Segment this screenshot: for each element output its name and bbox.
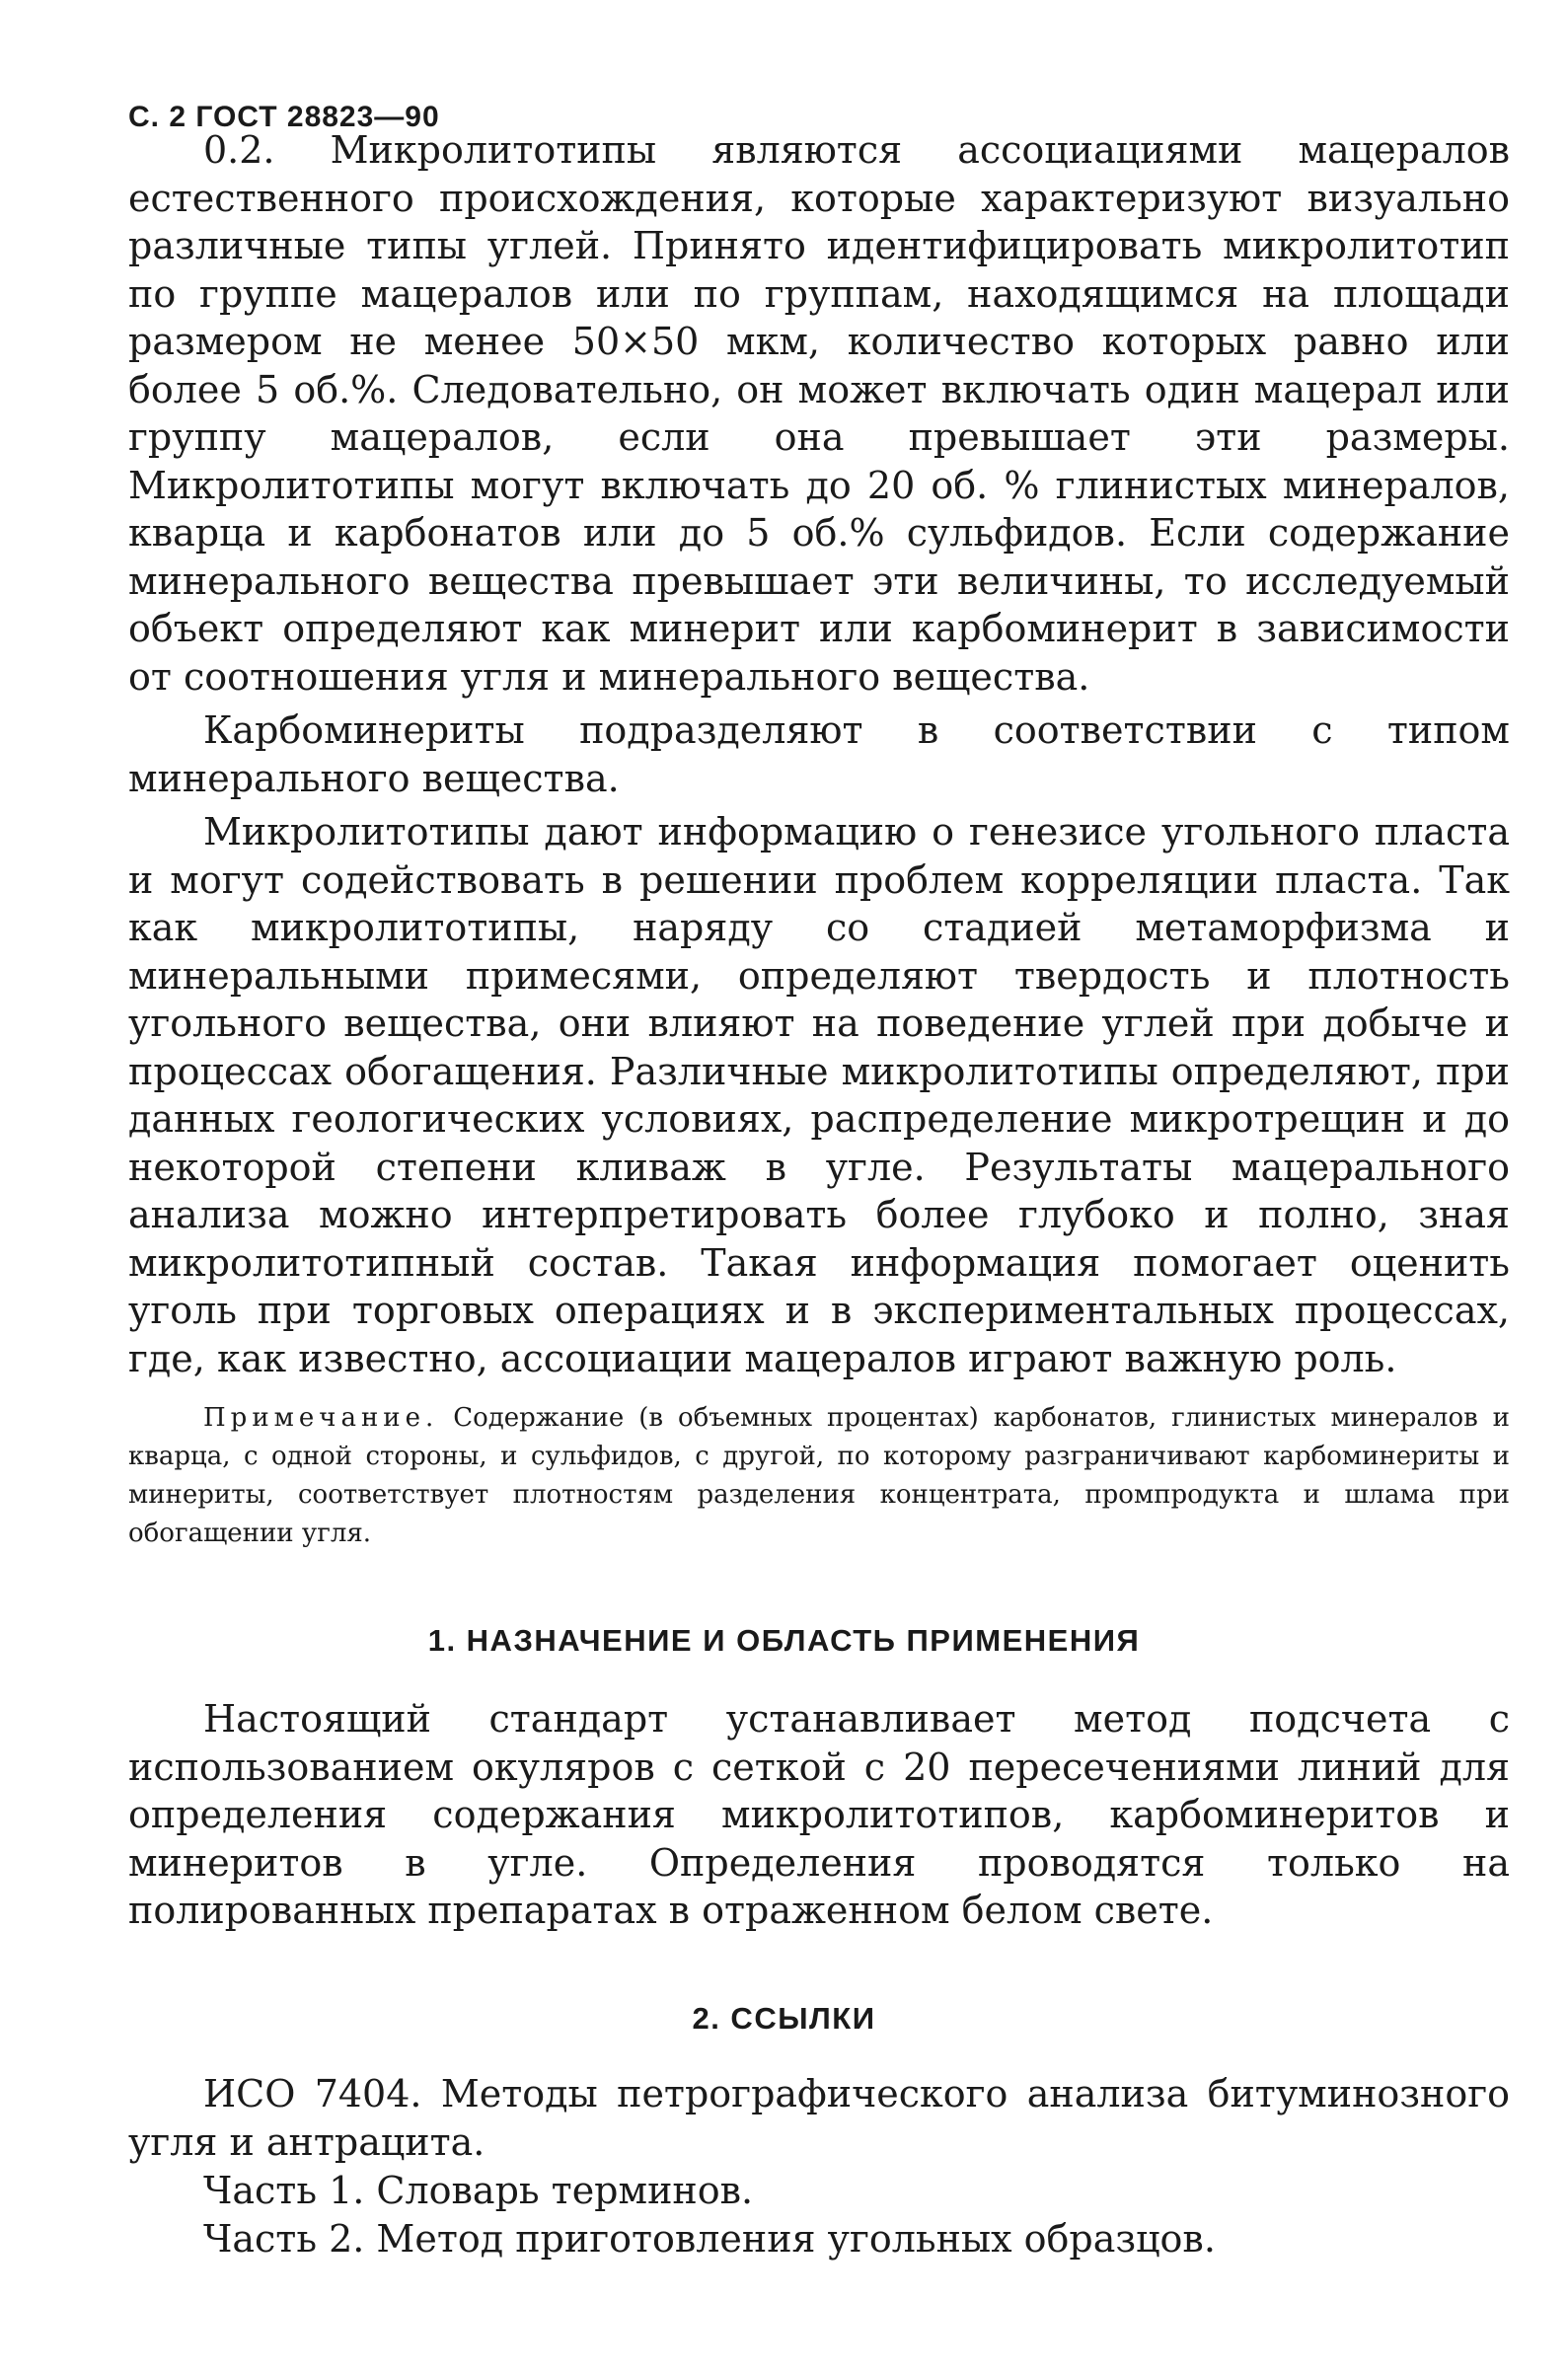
intro-text [128,126,1510,1382]
reference-part-1: Часть 1. Словарь терминов. [203,2169,754,2212]
note-text: Содержание (в объемных процентах) карбонатов, глинистых минералов и кварца, с одной стороны, и сульфидов, с другой, по которому разграничивают карбоминериты и минериты, соответствует плотностям разделения концентрата, промпродукта и шлама при обогащении угля. [128,1403,1511,1548]
page-header: С. 2 ГОСТ 28823—90 [128,101,440,133]
scope-paragraph: Настоящий стандарт устанавливает метод подсчета с использованием окуляров с сеткой с 20 пересечениями линий для определения содержания микролитотипов, карбоминеритов и минеритов в угле. Определения проводятся только на полированных препаратах в отраженном белом свете. [128,1697,1510,1932]
paragraph-carbominerites: Карбоминериты подразделяют в соответствии с типом минерального вещества. [128,708,1510,800]
section-2-heading: 2. ССЫЛКИ [692,2001,876,2036]
paragraph-microlithotypes: 0.2. Микролитотипы являются ассоциациями мацералов естественного происхождения, которые характеризуют визуально различные типы углей. Принято идентифицировать микролитотип по группе мацералов или по группам, находящимся на площади размером не менее 50×50 мкм, количество которых равно или более 5 об.%. Следовательно, он может включать один мацерал или группу мацералов, если она превышает эти размеры. Микролитотипы могут включать до 20 об. % глинистых минералов, кварца и карбонатов или до 5 об.% сульфидов. Если содержание минерального вещества превышает эти величины, то исследуемый объект определяют как минерит или карбоминерит в зависимости от соотношения угля и минерального вещества. [128,128,1510,699]
reference-part-2: Часть 2. Метод приготовления угольных образцов. [203,2217,1216,2261]
note-block [128,1399,1510,1553]
note-label: Примечание. [203,1403,439,1433]
reference-iso-7404: ИСО 7404. Методы петрографического анализа битуминозного угля и антрацита. [128,2072,1510,2164]
section-1-heading: 1. НАЗНАЧЕНИЕ И ОБЛАСТЬ ПРИМЕНЕНИЯ [427,1623,1141,1658]
section-1-text [128,1695,1510,1935]
paragraph-genesis: Микролитотипы дают информацию о генезисе угольного пласта и могут содействовать в решении проблем корреляции пласта. Так как микролитотипы, наряду со стадией метаморфизма и минеральными примесями, определяют твердость и плотность угольного вещества, они влияют на поведение углей при добыче и процессах обогащения. Различные микролитотипы определяют, при данных геологических условиях, распределение микротрещин и до некоторой степени кливаж в угле. Результаты мацерального анализа можно интерпретировать более глубоко и полно, зная микролитотипный состав. Такая информация помогает оценить уголь при торговых операциях и в экспериментальных процессах, где, как известно, ассоциации мацералов играют важную роль. [128,810,1510,1380]
